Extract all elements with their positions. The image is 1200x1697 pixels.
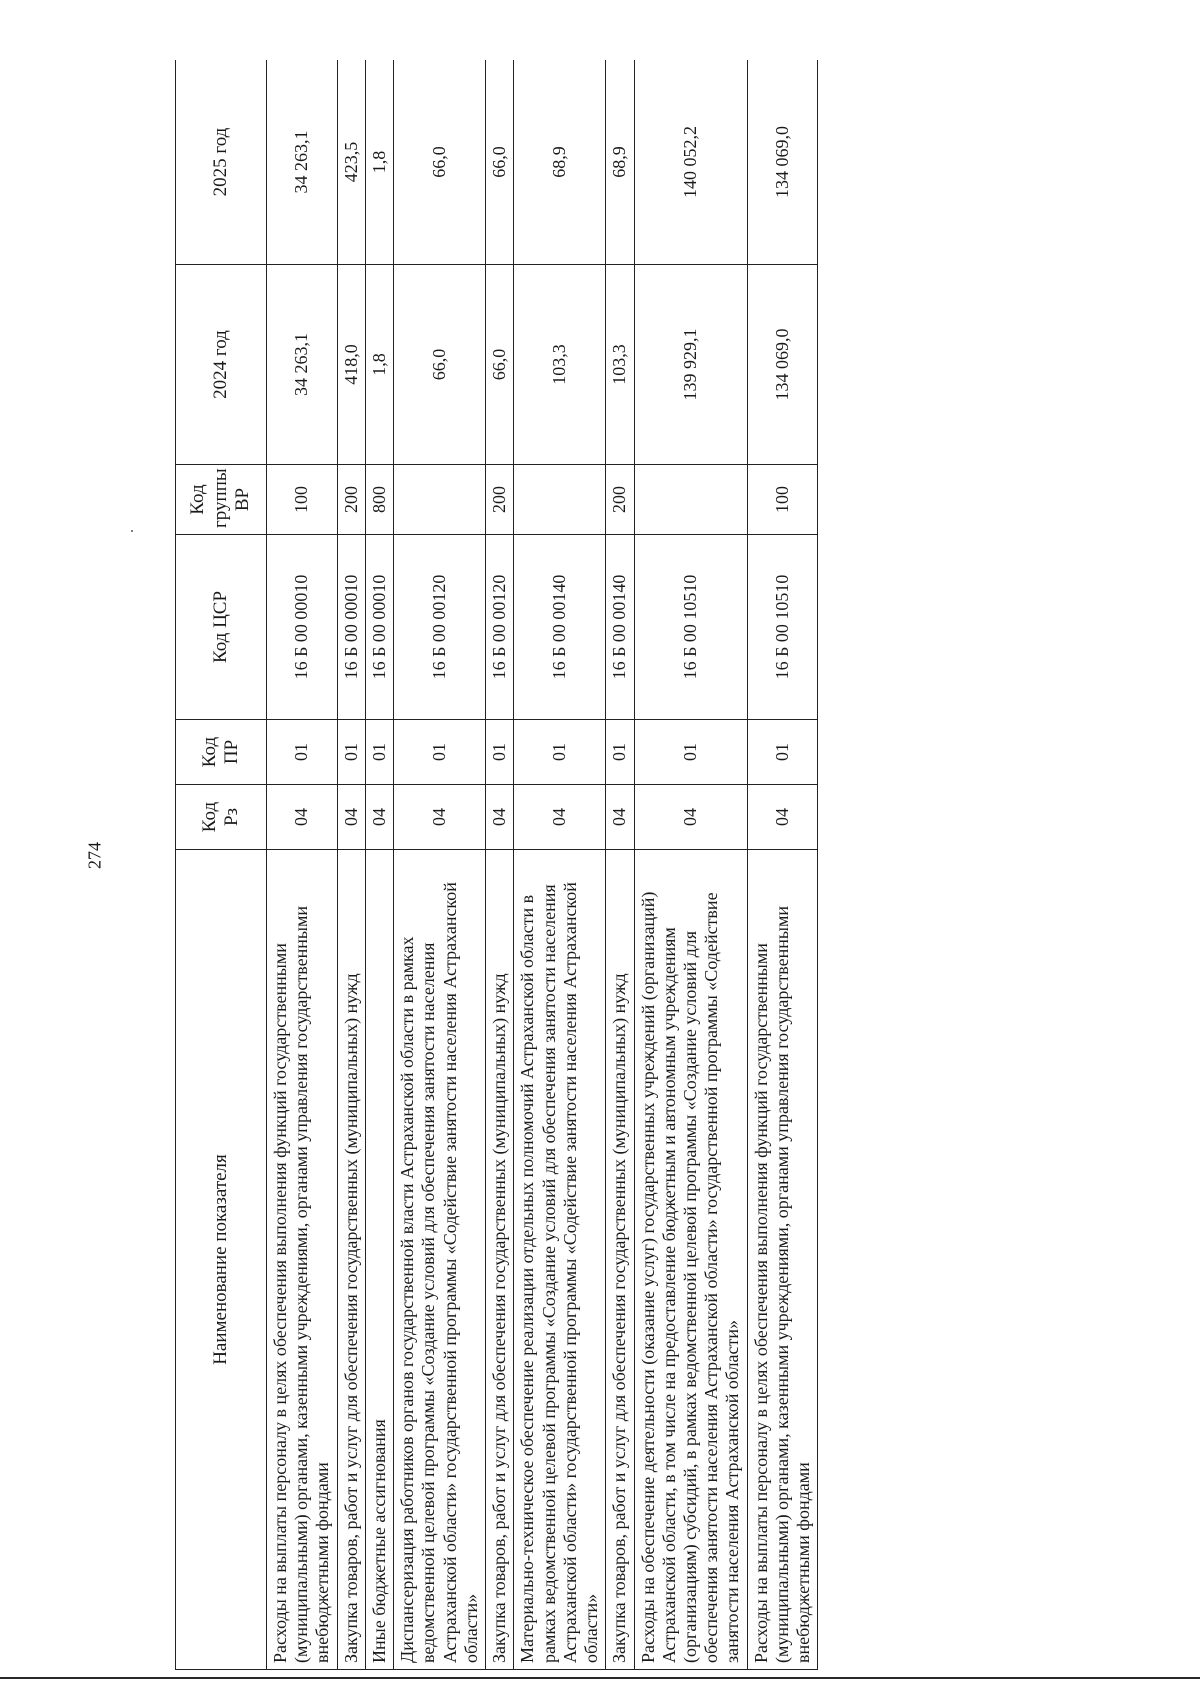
row-vr-cell [394,465,486,535]
header-2024: 2024 год [176,265,267,465]
table-row [337,60,365,1670]
table-row [394,60,486,1670]
row-vr-cell: 200 [486,465,514,535]
scan-dot [131,530,133,532]
row-pr-cell: 01 [337,720,365,785]
row-2025-cell: 1,8 [365,60,393,265]
table-row [747,60,818,1670]
row-csr-cell: 16 Б 00 10510 [747,535,818,720]
row-vr-cell: 200 [337,465,365,535]
page-number: 274 [84,842,105,869]
row-2024-cell: 1,8 [365,265,393,465]
row-name-cell: Расходы на выплаты персоналу в целях обеспечения выполнения функций государственными (муниципальными) органами, казенными учреждениями, органами управления государственными внебюджетными фондами [267,850,338,1670]
row-csr-cell: 16 Б 00 10510 [634,535,747,720]
row-name-cell: Закупка товаров, работ и услуг для обеспечения государственных (муниципальных) нужд [486,850,514,1670]
row-2025-cell: 134 069,0 [747,60,818,265]
row-name-cell: Расходы на обеспечение деятельности (оказание услуг) государственных учреждений (организаций) Астраханской области, в том числе на предоставление бюджетным и автономным учреждениям (организациям) субсидий, в рамках ведомственной целевой программы «Создание условий для обеспечения занятости населения Астраханской области» государственной программы «Содействие занятости населения Астраханской области» [634,850,747,1670]
row-pr-cell: 01 [394,720,486,785]
table-row [486,60,514,1670]
row-2025-cell: 66,0 [486,60,514,265]
row-rz-cell: 04 [606,785,634,850]
row-name-cell: Диспансеризация работников органов государственной власти Астраханской области в рамках ведомственной целевой программы «Создание условий для обеспечения занятости населения Астраханской области» государственной программы «Содействие занятости населения Астраханской области» [394,850,486,1670]
row-rz-cell: 04 [394,785,486,850]
row-pr-cell: 01 [606,720,634,785]
row-pr-cell: 01 [514,720,606,785]
row-2025-cell: 66,0 [394,60,486,265]
header-name: Наименование показателя [176,850,267,1670]
budget-table [175,60,818,1670]
row-csr-cell: 16 Б 00 00140 [606,535,634,720]
row-rz-cell: 04 [514,785,606,850]
row-2024-cell: 103,3 [606,265,634,465]
row-csr-cell: 16 Б 00 00010 [365,535,393,720]
row-csr-cell: 16 Б 00 00010 [337,535,365,720]
table-rotation [175,60,975,1670]
row-rz-cell: 04 [747,785,818,850]
row-rz-cell: 04 [634,785,747,850]
row-vr-cell: 800 [365,465,393,535]
table-row [267,60,338,1670]
row-csr-cell: 16 Б 00 00120 [394,535,486,720]
header-csr: Код ЦСР [176,535,267,720]
row-2025-cell: 423,5 [337,60,365,265]
row-vr-cell: 100 [747,465,818,535]
scan-edge-line [0,1677,1200,1679]
row-rz-cell: 04 [365,785,393,850]
row-vr-cell: 100 [267,465,338,535]
table-row [634,60,747,1670]
row-vr-cell [634,465,747,535]
row-vr-cell [514,465,606,535]
row-rz-cell: 04 [337,785,365,850]
header-pr: Код ПР [176,720,267,785]
header-2025: 2025 год [176,60,267,265]
row-2025-cell: 34 263,1 [267,60,338,265]
row-pr-cell: 01 [634,720,747,785]
row-name-cell: Закупка товаров, работ и услуг для обеспечения государственных (муниципальных) нужд [606,850,634,1670]
row-csr-cell: 16 Б 00 00140 [514,535,606,720]
table-row [514,60,606,1670]
table-row [606,60,634,1670]
row-rz-cell: 04 [267,785,338,850]
row-pr-cell: 01 [747,720,818,785]
row-name-cell: Материально-техническое обеспечение реализации отдельных полномочий Астраханской области в рамках ведомственной целевой программы «Создание условий для обеспечения занятости населения Астраханской области» государственной программы «Содействие занятости населения Астраханской области» [514,850,606,1670]
row-vr-cell: 200 [606,465,634,535]
row-name-cell: Расходы на выплаты персоналу в целях обеспечения выполнения функций государственными (муниципальными) органами, казенными учреждениями, органами управления государственными внебюджетными фондами [747,850,818,1670]
row-2025-cell: 68,9 [514,60,606,265]
header-rz: Код Рз [176,785,267,850]
row-2024-cell: 139 929,1 [634,265,747,465]
row-2025-cell: 68,9 [606,60,634,265]
row-name-cell: Иные бюджетные ассигнования [365,850,393,1670]
table-row [365,60,393,1670]
row-name-cell: Закупка товаров, работ и услуг для обеспечения государственных (муниципальных) нужд [337,850,365,1670]
table-header-row [176,60,267,1670]
row-csr-cell: 16 Б 00 00120 [486,535,514,720]
row-pr-cell: 01 [365,720,393,785]
row-2024-cell: 103,3 [514,265,606,465]
row-2024-cell: 66,0 [394,265,486,465]
table-body [267,60,818,1670]
rotated-table-container [175,60,975,1670]
row-pr-cell: 01 [486,720,514,785]
row-2025-cell: 140 052,2 [634,60,747,265]
row-pr-cell: 01 [267,720,338,785]
row-2024-cell: 418,0 [337,265,365,465]
row-2024-cell: 66,0 [486,265,514,465]
row-2024-cell: 34 263,1 [267,265,338,465]
header-vr: Код группы ВР [176,465,267,535]
row-2024-cell: 134 069,0 [747,265,818,465]
row-csr-cell: 16 Б 00 00010 [267,535,338,720]
row-rz-cell: 04 [486,785,514,850]
